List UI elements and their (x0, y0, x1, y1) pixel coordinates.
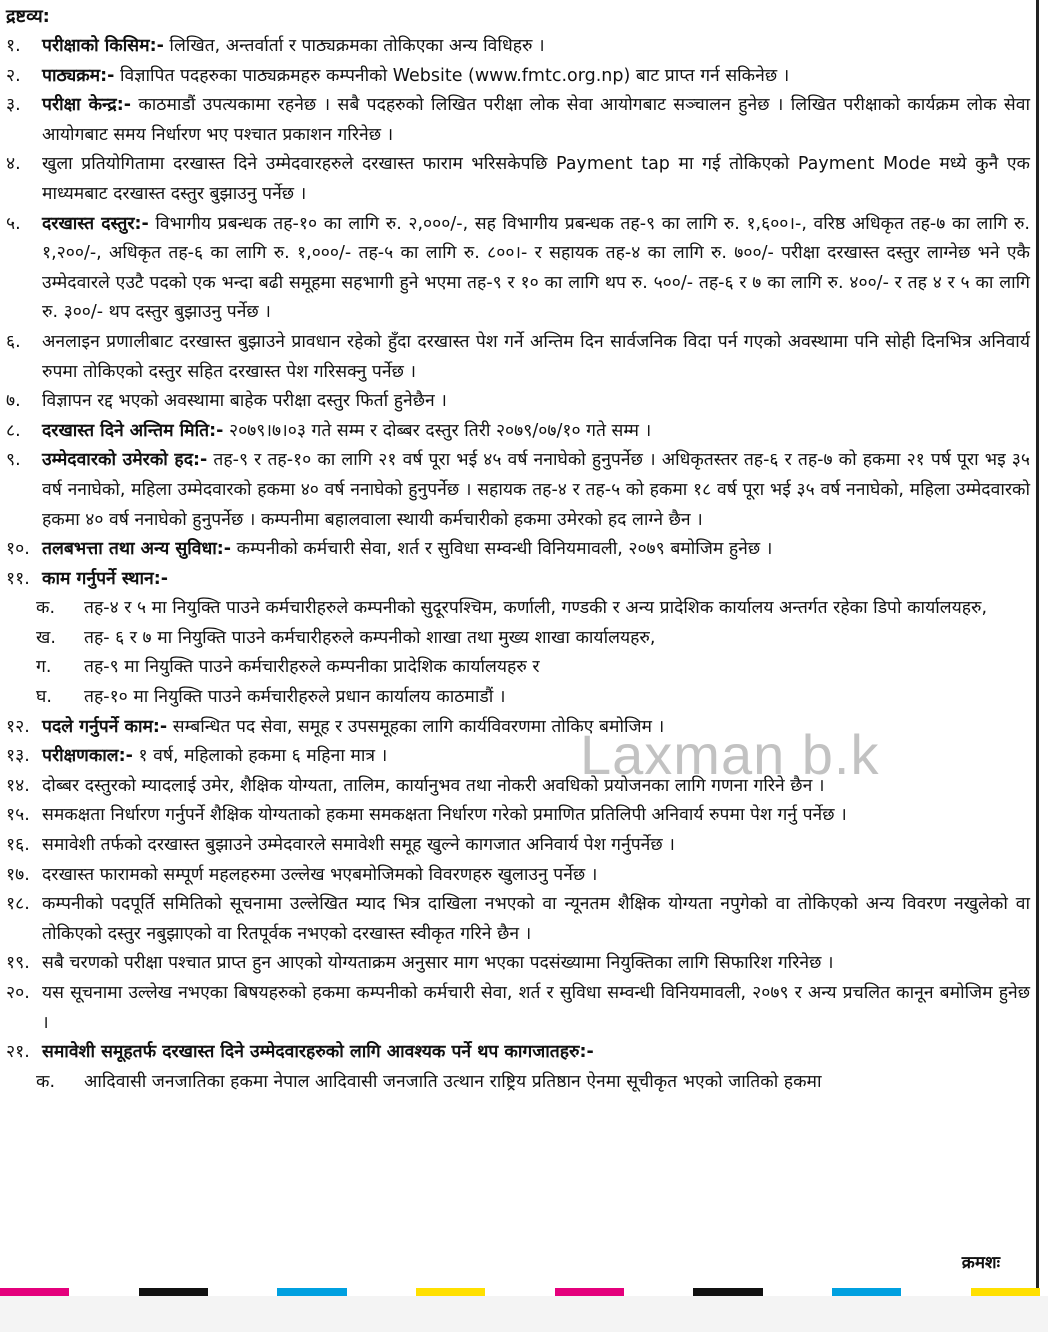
note-text: लिखित, अन्तर्वार्ता र पाठ्यक्रमका तोकिएका अन्य विधिहरु । (163, 36, 545, 56)
note-body (42, 32, 1030, 62)
note-text: काठमाडौं उपत्यकामा रहनेछ । सबै पदहरुको लिखित परीक्षा लोक सेवा आयोगबाट सञ्चालन हुनेछ । लिखित परीक्षाको कार्यक्रम लोक सेवा आयोगबाट समय निर्धारण भए पश्चात प्रकाशन गरिनेछ । (42, 95, 1030, 145)
note-item (6, 210, 1030, 328)
note-text: दरखास्त फारामको सम्पूर्ण महलहरुमा उल्लेख भएबमोजिमको विवरणहरु खुलाउनु पर्नेछ । (42, 864, 598, 885)
note-item (6, 565, 1030, 595)
note-item (6, 890, 1030, 949)
note-text: विभागीय प्रबन्धक तह-१० का लागि रु. २,०००/-, सह विभागीय प्रबन्धक तह-९ का लागि रु. १,६००।-, वरिष्ठ अधिकृत तह-७ का लागि रु. १,२००/-, अधिकृत तह-६ का लागि रु. १,०००/- तह-५ का लागि रु. ८००।- र सहायक तह-४ का लागि रु. ७००/- परीक्षा दरखास्त दस्तुर लाग्नेछ भने एकै उम्मेदवारले एउटै पदको एक भन्दा बढी समूहमा सहभागी हुने भएमा तह-९ र १० का लागि थप रु. ५००/- तह-६ र ७ का लागि रु. ४००/- र तह ४ र ५ का लागि रु. ३००/- थप दस्तुर बुझाउनु पर्नेछ । (42, 213, 1030, 323)
sub-item-text: तह- ६ र ७ मा नियुक्ति पाउने कर्मचारीहरुले कम्पनीको शाखा तथा मुख्य शाखा कार्यालयहरु, (84, 627, 656, 648)
note-body (42, 861, 1030, 891)
note-text: दोब्बर दस्तुरको म्यादलाई उमेर, शैक्षिक योग्यता, तालिम, कार्यानुभव तथा नोकरी अवधिको प्रयोजनका लागि गणना गरिने छैन । (42, 775, 825, 796)
note-text: तह-९ र तह-१० का लागि २१ वर्ष पूरा भई ४५ वर्ष ननाघेको हुनुपर्नेछ । अधिकृतस्तर तह-६ र तह-७ को हकमा २१ पर्ष पूरा भइ ३५ वर्ष ननाघेको, महिला उम्मेदवारको हकमा ४० वर्ष ननाघेको हुनुपर्नेछ । सहायक तह-४ र तह-५ को हकमा १८ वर्ष पूरा भई ३५ वर्ष ननाघेको, महिला उम्मेदवारको हकमा ४० वर्ष ननाघेको हुनुपर्नेछ । कम्पनीमा बहालवाला स्थायी कर्मचारीको हकमा उमेरको हद लाग्ने छैन । (42, 450, 1030, 530)
sub-item (36, 1068, 1030, 1098)
notes-list (6, 32, 1030, 1097)
note-label: काम गर्नुपर्ने स्थान:- (42, 568, 168, 589)
note-item (6, 387, 1030, 417)
note-body (42, 535, 1030, 565)
note-body (42, 446, 1030, 535)
note-body (42, 417, 1030, 447)
note-text: यस सूचनामा उल्लेख नभएका बिषयहरुको हकमा कम्पनीको कर्मचारी सेवा, शर्त र सुविधा सम्वन्धी विनियमावली, २०७९ र अन्य प्रचलित कानून बमोजिम हुनेछ । (42, 983, 1030, 1033)
note-body (42, 62, 1030, 92)
note-number: १. (6, 36, 21, 56)
note-body (42, 1038, 1030, 1068)
note-label: दरखास्त दस्तुर:- (42, 213, 149, 234)
note-body (42, 742, 1030, 772)
note-label: तलबभत्ता तथा अन्य सुविधा:- (42, 539, 232, 560)
sub-item-letter: क. (36, 598, 56, 619)
note-number: १५. (6, 805, 30, 826)
watermark: Laxman b.k (580, 723, 880, 786)
note-text: कम्पनीको कर्मचारी सेवा, शर्त र सुविधा सम्वन्धी विनियमावली, २०७९ बमोजिम हुनेछ । (231, 539, 773, 560)
note-item (6, 949, 1030, 979)
note-body (42, 890, 1030, 949)
note-number: २०. (6, 983, 30, 1003)
note-body (42, 210, 1030, 328)
note-number: १७. (6, 864, 30, 885)
note-text: सबै चरणको परीक्षा पश्चात प्राप्त हुन आएको योग्यताक्रम अनुसार माग भएका पदसंख्यामा नियुक्तिका लागि सिफारिश गरिनेछ । (42, 953, 834, 974)
sub-item (36, 594, 1030, 624)
note-body (42, 801, 1030, 831)
note-body (42, 387, 1030, 417)
note-text: समकक्षता निर्धारण गर्नुपर्ने शैक्षिक योग्यताको हकमा समकक्षता निर्धारण गरेको प्रमाणित प्रतिलिपी अनिवार्य रुपमा पेश गर्नु पर्नेछ । (42, 805, 847, 826)
note-number: १८. (6, 894, 30, 915)
sub-item (36, 653, 1030, 683)
note-number: ६. (6, 331, 21, 352)
note-number: ३. (6, 95, 21, 116)
note-text: कम्पनीको पदपूर्ति समितिको सूचनामा उल्लेखित म्याद भित्र दाखिला नभएको वा न्यूनतम शैक्षिक योग्यता नपुगेको वा तोकिएको अन्य विवरण नखुलेको वा तोकिएको दस्तुर नबुझाएको वा रितपूर्वक नभएको दरखास्त स्वीकृत गरिने छैन । (42, 894, 1030, 944)
note-number: १६. (6, 835, 30, 856)
note-number: २१. (6, 1042, 30, 1063)
note-number: १४. (6, 775, 30, 796)
note-text: समावेशी तर्फको दरखास्त बुझाउने उम्मेदवारले समावेशी समूह खुल्ने कागजात अनिवार्य पेश गर्नुपर्नेछ । (42, 835, 675, 856)
note-item (6, 446, 1030, 535)
note-label: परीक्षाको किसिम:- (42, 36, 164, 56)
note-number: १९. (6, 953, 30, 974)
sub-item-text: तह-९ मा नियुक्ति पाउने कर्मचारीहरुले कम्पनीका प्रादेशिक कार्यालयहरु र (84, 657, 540, 678)
note-item (6, 328, 1030, 387)
note-item (6, 417, 1030, 447)
note-text: अनलाइन प्रणालीबाट दरखास्त बुझाउने प्रावधान रहेको हुँदा दरखास्त पेश गर्ने अन्तिम दिन सार्वजनिक विदा पर्न गएको अवस्थामा पनि सोही दिनभित्र अनिवार्य रुपमा तोकिएको दस्तुर सहित दरखास्त पेश गरिसक्नु पर्नेछ । (42, 331, 1030, 382)
note-number: २. (6, 65, 21, 86)
page-margin (0, 1296, 1048, 1332)
note-label: परीक्षणकाल:- (42, 746, 133, 767)
sub-item-text: आदिवासी जनजातिका हकमा नेपाल आदिवासी जनजाति उत्थान राष्ट्रिय प्रतिष्ठान ऐनमा सूचीकृत भएको जातिको हकमा (84, 1071, 822, 1092)
note-number: ४. (6, 154, 21, 175)
note-body (42, 150, 1030, 209)
note-text: विज्ञापन रद्द भएको अवस्थामा बाहेक परीक्षा दस्तुर फिर्ता हुनेछैन । (42, 391, 447, 412)
note-number: १०. (6, 539, 30, 560)
note-number: १२. (6, 716, 30, 737)
note-number: ७. (6, 391, 21, 412)
note-item (6, 861, 1030, 891)
note-number: ८. (6, 420, 21, 441)
sub-item-text: तह-४ र ५ मा नियुक्ति पाउने कर्मचारीहरुले कम्पनीको सुदूरपश्चिम, कर्णाली, गण्डकी र अन्य प्रादेशिक कार्यालय अन्तर्गत रहेका डिपो कार्यालयहरु, (84, 598, 988, 619)
note-body (42, 328, 1030, 387)
note-body (42, 949, 1030, 979)
note-item (6, 535, 1030, 565)
note-label: उम्मेदवारको उमेरको हद:- (42, 450, 208, 471)
note-label: पदले गर्नुपर्ने काम:- (42, 716, 168, 737)
note-body (42, 713, 1030, 743)
note-item (6, 91, 1030, 150)
note-item (6, 62, 1030, 92)
note-text: खुला प्रतियोगितामा दरखास्त दिने उम्मेदवारहरुले दरखास्त फाराम भरिसकेपछि Payment tap मा गई तोकिएको Payment Mode मध्ये कुनै एक माध्यमबाट दरखास्त दस्तुर बुझाउनु पर्नेछ । (42, 154, 1030, 204)
note-body (42, 91, 1030, 150)
note-number: ९. (6, 450, 21, 471)
note-item (6, 32, 1030, 62)
continued-label: क्रमशः (961, 1253, 1000, 1273)
note-text: विज्ञापित पदहरुका पाठ्यक्रमहरु कम्पनीको Website (www.fmtc.org.np) बाट प्राप्त गर्न सकिनेछ । (114, 65, 790, 86)
sub-item (36, 624, 1030, 654)
sub-item-letter: ग. (36, 657, 52, 678)
note-number: ११. (6, 568, 30, 589)
note-item (6, 150, 1030, 209)
sub-item (36, 683, 1030, 713)
note-item (6, 979, 1030, 1038)
sub-item-letter: ख. (36, 627, 56, 648)
note-text: सम्बन्धित पद सेवा, समूह र उपसमूहका लागि कार्यविवरणमा तोकिए बमोजिम । (167, 716, 665, 737)
note-body (42, 565, 1030, 595)
note-label: समावेशी समूहतर्फ दरखास्त दिने उम्मेदवारहरुको लागि आवश्यक पर्ने थप कागजातहरु:- (42, 1042, 594, 1063)
note-item (6, 1038, 1030, 1068)
note-label: पाठ्यक्रम:- (42, 65, 115, 86)
note-item (6, 801, 1030, 831)
sub-item-letter: घ. (36, 687, 52, 708)
note-body (42, 979, 1030, 1038)
note-number: ५. (6, 213, 21, 234)
note-body (42, 831, 1030, 861)
sub-item-letter: क. (36, 1071, 56, 1092)
print-color-strip (0, 1288, 1040, 1296)
note-text: १ वर्ष, महिलाको हकमा ६ महिना मात्र । (132, 746, 388, 767)
note-text: २०७९।७।०३ गते सम्म र दोब्बर दस्तुर तिरी २०७९/०७/१० गते सम्म । (223, 420, 652, 441)
note-number: १३. (6, 746, 30, 767)
note-item (6, 831, 1030, 861)
notes-heading: द्रष्टव्य: (6, 6, 50, 27)
note-label: दरखास्त दिने अन्तिम मिति:- (42, 420, 224, 441)
note-body (42, 772, 1030, 802)
sub-item-text: तह-१० मा नियुक्ति पाउने कर्मचारीहरुले प्रधान कार्यालय काठमाडौं । (84, 687, 506, 708)
note-label: परीक्षा केन्द्र:- (42, 95, 131, 116)
